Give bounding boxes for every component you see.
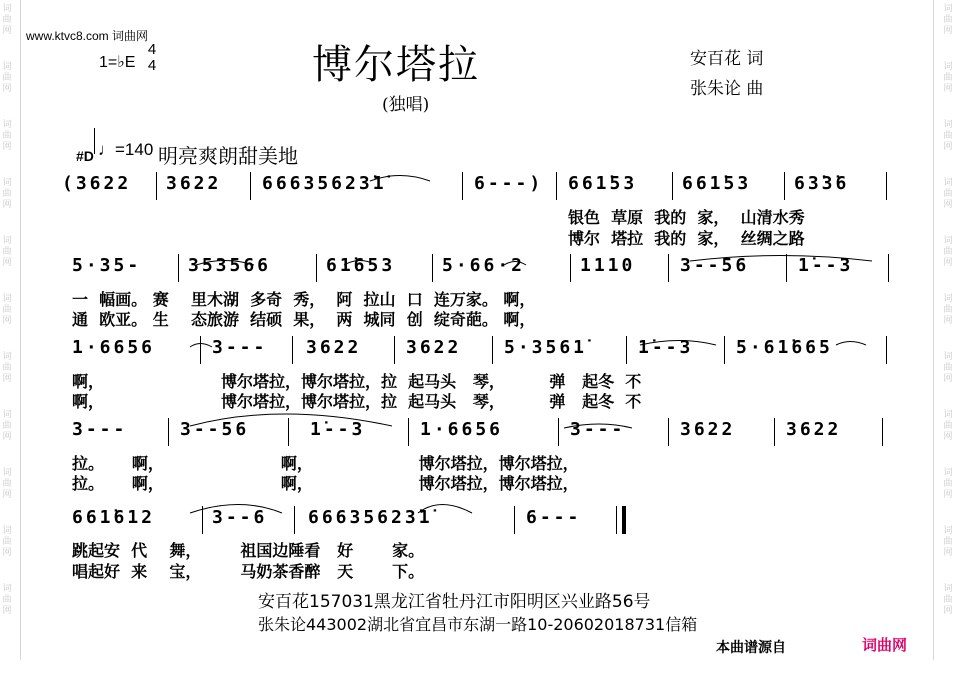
lyric-verse-2: 唱起好 来 宝， 马奶茶香醉 天 下。 (72, 562, 425, 581)
watermark-glyph: 词 曲 网 (943, 62, 953, 94)
brand-logo[interactable]: 词曲网 (862, 636, 908, 654)
measure: 66635623̇1̇ (308, 507, 433, 528)
watermark-glyph: 词 曲 网 (943, 236, 953, 268)
barline (774, 418, 775, 446)
measure: 3622 (306, 337, 362, 358)
source-label: 本曲谱源自 (716, 640, 786, 656)
song-title: 博尔塔拉 (312, 42, 480, 88)
barline (200, 336, 201, 364)
composer-address: 张朱论443002湖北省宜昌市东湖一路10-20602018731信箱 (258, 615, 698, 634)
barline (558, 418, 559, 446)
measure: 5·35- (72, 255, 142, 276)
barline (886, 336, 887, 364)
barline (178, 254, 179, 282)
watermark-glyph: 词 曲 网 (2, 410, 12, 442)
measure: 3--56 (680, 255, 750, 276)
measure: 3--- (72, 419, 128, 440)
measure: 661̇612 (72, 507, 156, 528)
barline (882, 418, 883, 446)
score-line-5 (60, 506, 890, 532)
barline (668, 418, 669, 446)
measure: 1·6656 (72, 337, 156, 358)
tempo-key-mark: #D (76, 148, 94, 164)
song-subtitle: (独唱) (382, 95, 430, 115)
watermark-glyph: 词 曲 网 (2, 352, 12, 384)
barline (514, 506, 515, 534)
time-top: 4 (147, 41, 157, 58)
lyric-verse-1: 银色 草原 我的 家， 山清水秀 (568, 208, 805, 227)
measure: 3622 (406, 337, 462, 358)
barline (724, 336, 725, 364)
score-line-1 (60, 172, 890, 198)
measure: 66635623̇1̇ (262, 173, 387, 194)
watermark-right (941, 0, 955, 681)
measure: 5·3561̇ (504, 337, 588, 358)
page-frame (20, 0, 934, 660)
lyricist-credit: 安百花 词 (690, 49, 764, 69)
watermark-glyph: 词 曲 网 (943, 120, 953, 152)
watermark-glyph: 词 曲 网 (943, 178, 953, 210)
barline (156, 172, 157, 200)
time-signature (146, 42, 158, 74)
watermark-glyph: 词 曲 网 (2, 120, 12, 152)
watermark-glyph: 词 曲 网 (2, 294, 12, 326)
lyric-verse-1: 啊， 博尔塔拉，博尔塔拉，拉 起马头 琴， 弹 起冬 不 (72, 372, 642, 391)
measure: 5·66·2 (442, 255, 526, 276)
lyric-verse-1: 拉。 啊， 啊， 博尔塔拉，博尔塔拉， (72, 454, 579, 473)
barline (784, 172, 785, 200)
barline (626, 336, 627, 364)
watermark-left (0, 0, 14, 681)
barline (888, 254, 889, 282)
score-line-3 (60, 336, 890, 362)
measure: 63̇3̇6 (794, 173, 850, 194)
measure: 1̇--3 (310, 419, 366, 440)
score-line-4 (60, 418, 890, 444)
site-url: www.ktvc8.com 词曲网 (26, 29, 149, 43)
measure: 3622 (166, 173, 222, 194)
barline (288, 418, 289, 446)
barline (668, 254, 669, 282)
measure: 1̇--3 (638, 337, 694, 358)
measure: 661̇53 (682, 173, 752, 194)
measure: 661̇53 (568, 173, 638, 194)
watermark-glyph: 词 曲 网 (2, 62, 12, 94)
watermark-glyph: 词 曲 网 (943, 352, 953, 384)
measure: 61̇653 (326, 255, 396, 276)
tempo-stem (94, 128, 95, 154)
key-signature: 1=♭E (99, 54, 136, 71)
watermark-glyph: 词 曲 网 (943, 410, 953, 442)
lyric-verse-2: 博尔 塔拉 我的 家， 丝绸之路 (568, 229, 805, 248)
lyric-verse-2: 拉。 啊， 啊， 博尔塔拉，博尔塔拉， (72, 474, 579, 493)
measure: 6---) (474, 173, 544, 194)
lyricist-address: 安百花157031黑龙江省牡丹江市阳明区兴业路56号 (258, 592, 651, 612)
tempo-bpm: ♩=140 (98, 140, 154, 159)
composer-credit: 张朱论 曲 (690, 79, 764, 99)
final-barline-thin (616, 506, 617, 534)
watermark-glyph: 词 曲 网 (2, 526, 12, 558)
measure: 3622 (786, 419, 842, 440)
lyric-verse-2: 通 欧亚。 生 态旅游 结硕 果， 两 城同 创 绽奇葩。 啊， (72, 310, 536, 329)
measure: 3--6 (212, 507, 268, 528)
measure: 1110 (580, 255, 636, 276)
barline (202, 506, 203, 534)
barline (462, 172, 463, 200)
barline (294, 506, 295, 534)
barline (250, 172, 251, 200)
barline (168, 418, 169, 446)
barline (394, 336, 395, 364)
watermark-glyph: 词 曲 网 (943, 294, 953, 326)
measure: 5·61̇665 (736, 337, 833, 358)
watermark-glyph: 词 曲 网 (943, 468, 953, 500)
watermark-glyph: 词 曲 网 (943, 4, 953, 36)
barline (432, 254, 433, 282)
barline (886, 172, 887, 200)
lyric-verse-2: 啊， 博尔塔拉，博尔塔拉，拉 起马头 琴， 弹 起冬 不 (72, 392, 642, 411)
expression-marking: 明亮爽朗甜美地 (158, 144, 298, 168)
barline (556, 172, 557, 200)
measure: 3--- (570, 419, 626, 440)
time-bottom: 4 (147, 57, 157, 74)
final-barline-thick (622, 506, 626, 534)
measure: 3--56 (180, 419, 250, 440)
watermark-glyph: 词 曲 网 (2, 468, 12, 500)
measure: 353566 (188, 255, 272, 276)
measure: 3622 (680, 419, 736, 440)
measure: 6--- (526, 507, 582, 528)
lyric-verse-1: 跳起安 代 舞， 祖国边陲看 好 家。 (72, 541, 425, 560)
score-line-2 (60, 254, 890, 280)
barline (786, 254, 787, 282)
watermark-glyph: 词 曲 网 (943, 526, 953, 558)
barline (672, 172, 673, 200)
barline (408, 418, 409, 446)
watermark-glyph: 词 曲 网 (943, 584, 953, 616)
watermark-glyph: 词 曲 网 (2, 4, 12, 36)
barline (492, 336, 493, 364)
watermark-glyph: 词 曲 网 (2, 236, 12, 268)
barline (570, 254, 571, 282)
lyric-verse-1: 一 幅画。 赛 里木湖 多奇 秀， 阿 拉山 口 连万家。 啊， (72, 290, 536, 309)
measure: 1·6656 (420, 419, 504, 440)
watermark-glyph: 词 曲 网 (2, 178, 12, 210)
barline (292, 336, 293, 364)
measure: (3622 (62, 173, 132, 194)
barline (316, 254, 317, 282)
measure: 3--- (212, 337, 268, 358)
measure: 1̇--3 (798, 255, 854, 276)
watermark-glyph: 词 曲 网 (2, 584, 12, 616)
